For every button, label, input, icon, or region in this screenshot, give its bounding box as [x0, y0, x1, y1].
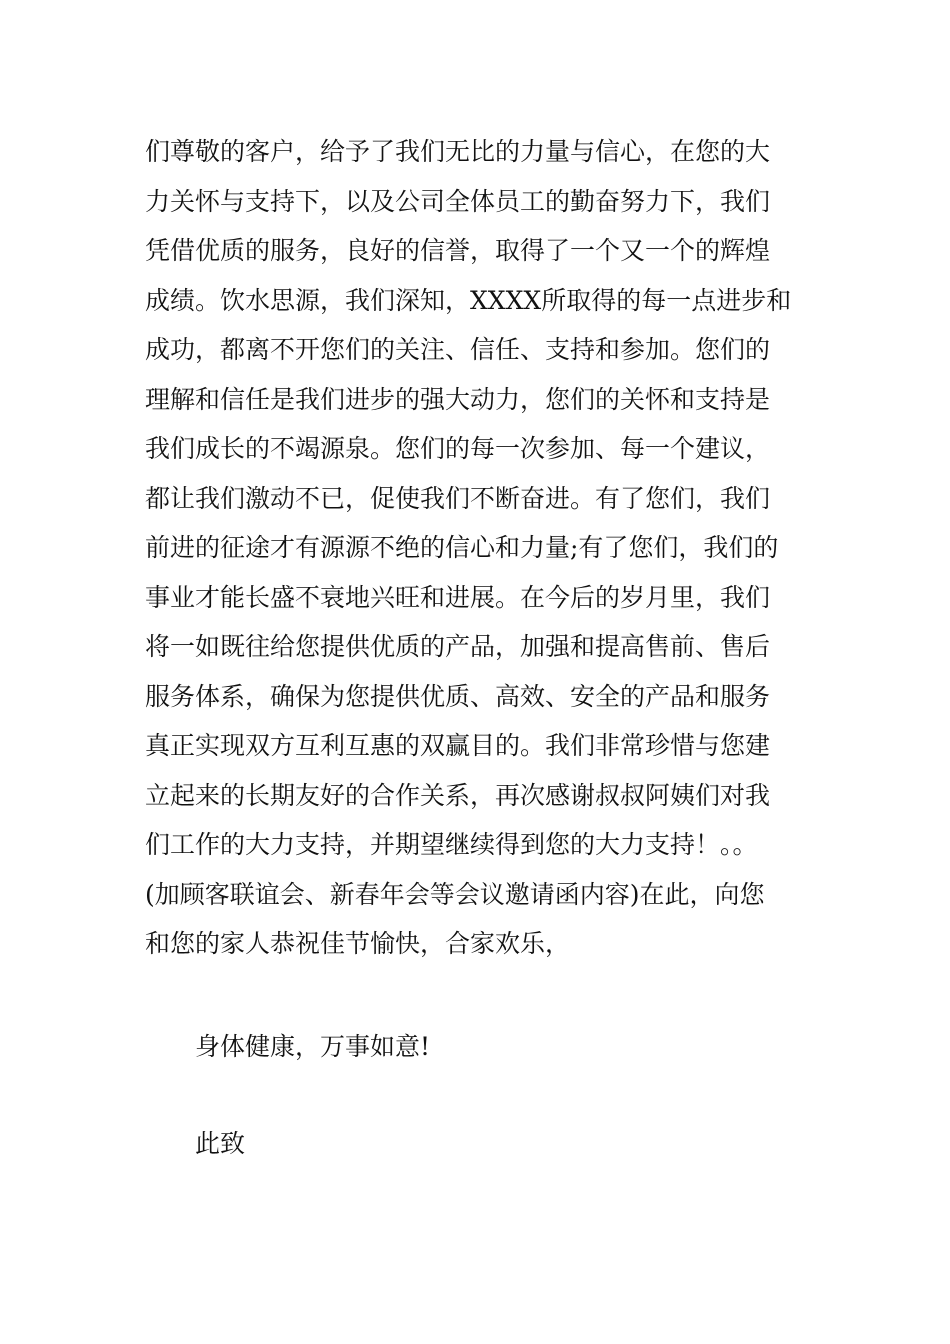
body-line: 前进的征途才有源源不绝的信心和力量;有了您们，我们的: [145, 533, 779, 562]
body-line: 们工作的大力支持，并期望继续得到您的大力支持！。。: [145, 830, 758, 859]
closing-wish: 身体健康，万事如意!: [195, 1032, 431, 1061]
body-line: 真正实现双方互利互惠的双赢目的。我们非常珍惜与您建: [145, 731, 771, 760]
body-line: 事业才能长盛不衰地兴旺和进展。在今后的岁月里，我们: [145, 582, 771, 612]
body-line: 凭借优质的服务，良好的信誉，取得了一个又一个的辉煌: [145, 236, 771, 265]
body-line: 服务体系，确保为您提供优质、高效、安全的产品和服务: [145, 681, 771, 711]
closing-regards: 此致: [195, 1129, 246, 1158]
body-line: 我们成长的不竭源泉。您们的每一次参加、每一个建议，: [145, 434, 771, 463]
body-line: 理解和信任是我们进步的强大动力，您们的关怀和支持是: [145, 384, 771, 414]
body-line: 和您的家人恭祝佳节愉快，合家欢乐，: [145, 929, 571, 958]
letter-body: [145, 127, 815, 969]
body-line: 们尊敬的客户，给予了我们无比的力量与信心，在您的大: [145, 137, 771, 166]
body-line: (加顾客联谊会、新春年会等会议邀请函内容)在此，向您: [145, 879, 765, 909]
body-line: 成功，都离不开您们的关注、信任、支持和参加。您们的: [145, 335, 771, 364]
body-line: 都让我们激动不已，促使我们不断奋进。有了您们，我们: [145, 483, 771, 513]
body-line: 将一如既往给您提供优质的产品，加强和提高售前、售后: [145, 632, 771, 661]
body-line: 立起来的长期友好的合作关系，再次感谢叔叔阿姨们对我: [145, 780, 771, 810]
body-line: 成绩。饮水思源，我们深知，XXXX所取得的每一点进步和: [145, 285, 792, 315]
body-line: 力关怀与支持下，以及公司全体员工的勤奋努力下，我们: [145, 186, 771, 216]
